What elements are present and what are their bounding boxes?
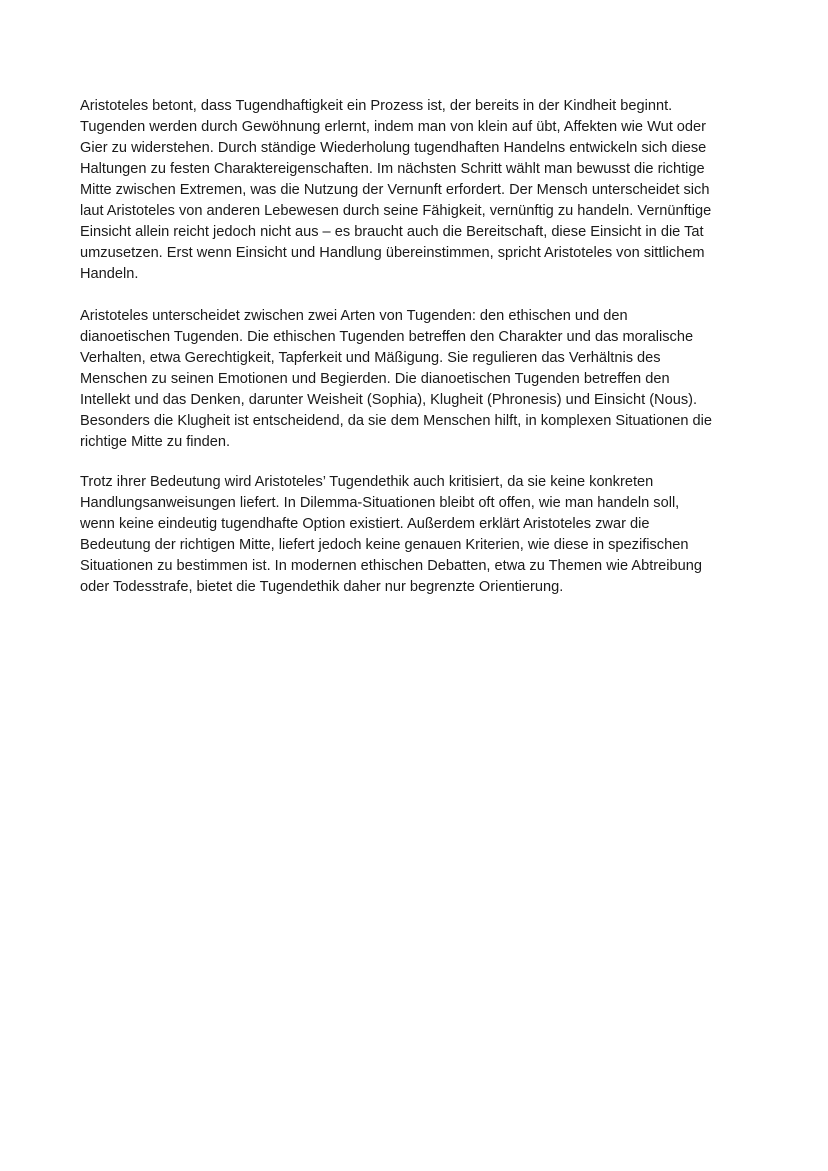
text-line: Mitte zwischen Extremen, was die Nutzung der Vernunft erfordert. Der Mensch unterscheidet sich: [80, 182, 710, 198]
text-line: Menschen zu seinen Emotionen und Begierden. Die dianoetischen Tugenden betreffen den: [80, 371, 670, 387]
text-line: Bedeutung der richtigen Mitte, liefert jedoch keine genauen Kriterien, wie diese in spezifischen: [80, 537, 689, 553]
text-line: Trotz ihrer Bedeutung wird Aristoteles’ Tugendethik auch kritisiert, da sie keine konkreten: [80, 474, 654, 490]
text-line: Situationen zu bestimmen ist. In modernen ethischen Debatten, etwa zu Themen wie Abtreibung: [80, 558, 702, 574]
text-line: Tugenden werden durch Gewöhnung erlernt, indem man von klein auf übt, Affekten wie Wut oder: [80, 119, 707, 135]
paragraph-criticism: [80, 472, 770, 598]
text-line: laut Aristoteles von anderen Lebewesen durch seine Fähigkeit, vernünftig zu handeln. Vernünftige: [80, 203, 712, 219]
text-line: Haltungen zu festen Charaktereigenschaften. Im nächsten Schritt wählt man bewusst die richtige: [80, 161, 705, 177]
text-line: Aristoteles betont, dass Tugendhaftigkeit ein Prozess ist, der bereits in der Kindheit beginnt.: [80, 98, 673, 114]
text-line: umzusetzen. Erst wenn Einsicht und Handlung übereinstimmen, spricht Aristoteles von sittlichem: [80, 245, 705, 261]
text-line: Handlungsanweisungen liefert. In Dilemma-Situationen bleibt oft offen, wie man handeln soll,: [80, 495, 680, 511]
text-line: oder Todesstrafe, bietet die Tugendethik daher nur begrenzte Orientierung.: [80, 579, 564, 595]
text-line: Gier zu widerstehen. Durch ständige Wiederholung tugendhaften Handelns entwickeln sich diese: [80, 140, 707, 156]
text-line: dianoetischen Tugenden. Die ethischen Tugenden betreffen den Charakter und das moralische: [80, 329, 694, 345]
text-line: Einsicht allein reicht jedoch nicht aus – es braucht auch die Bereitschaft, diese Einsicht in die Tat: [80, 224, 704, 240]
text-line: richtige Mitte zu finden.: [80, 434, 231, 450]
text-line: Aristoteles unterscheidet zwischen zwei Arten von Tugenden: den ethischen und den: [80, 308, 628, 324]
text-line: Intellekt und das Denken, darunter Weisheit (Sophia), Klugheit (Phronesis) und Einsicht (Nous).: [80, 392, 698, 408]
text-line: Handeln.: [80, 266, 139, 282]
text-line: Verhalten, etwa Gerechtigkeit, Tapferkeit und Mäßigung. Sie regulieren das Verhältnis des: [80, 350, 661, 366]
paragraph-types-of-virtue: [80, 306, 770, 453]
text-line: wenn keine eindeutig tugendhafte Option existiert. Außerdem erklärt Aristoteles zwar die: [80, 516, 650, 532]
text-line: Besonders die Klugheit ist entscheidend, da sie dem Menschen hilft, in komplexen Situationen die: [80, 413, 712, 429]
paragraph-virtue-development: [80, 96, 770, 285]
